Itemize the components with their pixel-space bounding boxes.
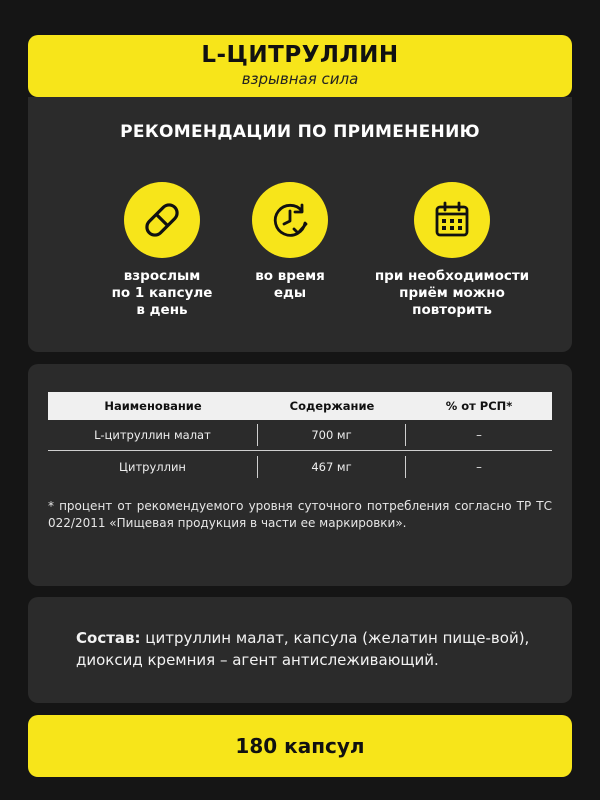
table-cell-content: 700 мг — [258, 424, 406, 446]
usage-item-text: во время еды — [255, 268, 325, 301]
table-cell-content: 467 мг — [258, 456, 406, 478]
product-header — [28, 35, 572, 97]
table-row — [48, 420, 552, 451]
composition-text-block — [76, 627, 536, 671]
usage-item-repeat — [362, 182, 542, 319]
capsule-count-banner: 180 капсул — [28, 715, 572, 777]
product-subtitle: взрывная сила — [241, 70, 359, 88]
table-cell-rsp: – — [476, 428, 482, 442]
column-header-rsp: % от РСП* — [445, 399, 513, 413]
usage-card — [28, 97, 572, 352]
table-row — [48, 451, 552, 482]
usage-item-text: взрослым по 1 капсуле в день — [111, 268, 213, 318]
product-title: L-ЦИТРУЛЛИН — [201, 42, 399, 68]
table-cell-name: Цитруллин — [48, 456, 258, 478]
table-footnote: * процент от рекомендуемого уровня суточного потребления согласно ТР ТС 022/2011 «Пищевая продукция в части ее маркировки». — [48, 499, 552, 530]
table-header-row — [48, 392, 552, 420]
calendar-icon — [414, 182, 490, 258]
nutrition-table — [48, 392, 552, 482]
table-cell-name: L-цитруллин малат — [48, 424, 258, 446]
usage-item-text: при необходимости приём можно повторить — [374, 268, 530, 318]
clock-check-icon — [252, 182, 328, 258]
column-header-content: Содержание — [289, 399, 375, 413]
capsule-icon — [124, 182, 200, 258]
composition-text: цитруллин малат, капсула (желатин пище-вой), диоксид кремния – агент антислеживающий. — [76, 629, 530, 669]
column-header-name: Наименование — [104, 399, 202, 413]
composition-label: Состав: — [76, 629, 141, 647]
nutrition-card — [28, 364, 572, 586]
usage-item-timing — [200, 182, 380, 302]
composition-card — [28, 597, 572, 703]
table-cell-rsp: – — [476, 459, 482, 474]
usage-heading: РЕКОМЕНДАЦИИ ПО ПРИМЕНЕНИЮ — [120, 122, 480, 142]
